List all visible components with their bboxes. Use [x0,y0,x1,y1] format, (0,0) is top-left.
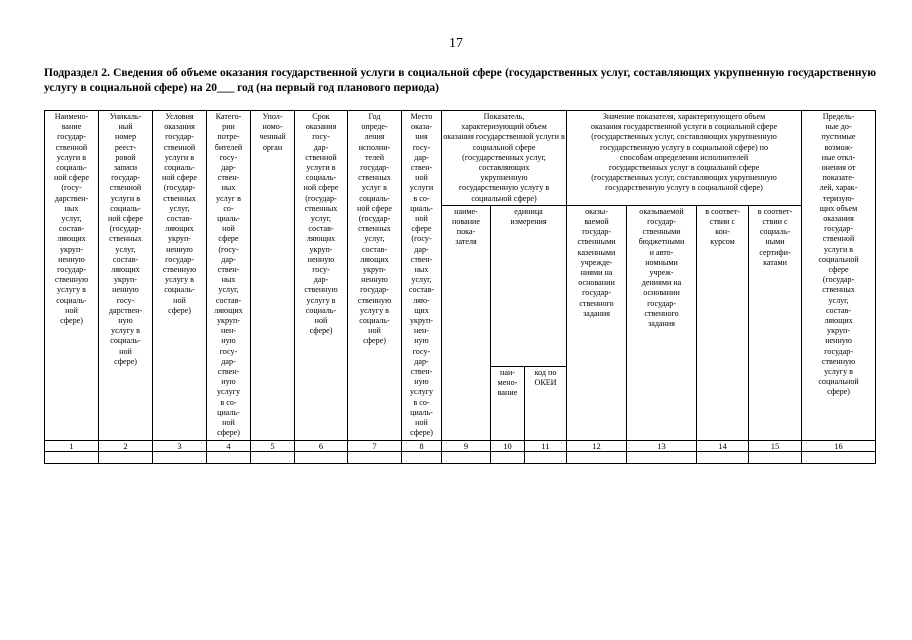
column-number: 7 [348,440,402,451]
header-value-group: Значение показателя, характеризующего объем оказания государственной услуги в социальной сфере (государственных услуг, составляющих укрупненную государственную услугу в социальной сфере) по способам определения исполнителей государственных услуг в социальной сфере (государственных услуг, составляющих укрупненную государственную услугу в социальной сфере) [567,111,802,206]
table-cell [567,451,627,463]
header-by-certificates: в соответ- ствии с социаль- ными сертифи- катами [749,205,802,440]
column-number: 11 [525,440,567,451]
column-number: 13 [627,440,697,451]
table-cell [348,451,402,463]
header-max-deviation: Предель- ные до- пустимые возмож- ные откл- онения от показате- лей, харак- теризую- щих объем оказания государ- ственной услуги в социальной сфере (государ- ственных услуг, состав- ляющих укруп- ненную государ- ственную услугу в социальной сфере) [802,111,876,441]
column-number: 4 [207,440,251,451]
section-heading: Подраздел 2. Сведения об объеме оказания государственной услуги в социальной сфере (государственных услуг, составляющих укрупненную государственную услугу в социальной сфере) на 20___ год (на первый год планового периода) [44,67,876,94]
header-unit-name: наи- мено- вание [491,366,525,440]
header-registry-number: Уникаль- ный номер реест- ровой записи государ- ственной услуги в социаль- ной сфере (государ- ственных услуг, состав- ляющих укруп- ненную госу- дарствен- ную услугу в социаль- ной сфере) [99,111,153,441]
page-number: 17 [449,36,463,51]
header-contractor-year: Год опреде- ления исполни- телей государ- ственных услуг в социаль- ной сфере (государ- ственных услуг, состав- ляющих укруп- ненную государ- ственную услугу в социаль- ной сфере) [348,111,402,441]
column-number: 15 [749,440,802,451]
column-number: 5 [251,440,295,451]
column-number: 6 [295,440,348,451]
header-indicator-name: наиме- нование пока- зателя [442,205,491,440]
table-cell [153,451,207,463]
empty-data-row [45,451,876,463]
table-cell [802,451,876,463]
header-service-term: Срок оказания госу- дар- ственной услуги в социаль- ной сфере (государ- ственных услуг, состав- ляющих укруп- ненную госу- дар- ственную услугу в социаль- ной сфере) [295,111,348,441]
table-cell [99,451,153,463]
header-row-1 [45,111,876,206]
table-cell [749,451,802,463]
header-service-name: Наимено- вание государ- ственной услуги в социаль- ной сфере (госу- дарствен- ных услуг, состав- ляющих укруп- ненную государ- ственную услугу в социаль- ной сфере) [45,111,99,441]
table-cell [697,451,749,463]
column-number: 8 [402,440,442,451]
column-number: 9 [442,440,491,451]
column-number: 1 [45,440,99,451]
table-cell [525,451,567,463]
table-cell [251,451,295,463]
header-state-treasury: оказы- ваемой государ- ственными казенными учрежде- ниями на основании государ- ственного задания [567,205,627,440]
header-authorized-body: Упол- номо- ченный орган [251,111,295,441]
header-by-contest: в соответ- ствии с кон- курсом [697,205,749,440]
header-service-place: Место оказа- ния госу- дар- ствен- ной услуги в со- циаль- ной сфере (госу- дар- ствен- ных услуг, состав- ляю- щих укруп- нен- ную госу- дар- ствен- ную услугу в со- циаль- ной сфере) [402,111,442,441]
volume-table [44,110,876,464]
table-cell [627,451,697,463]
column-number: 3 [153,440,207,451]
header-indicator-group: Показатель, характеризующий объем оказания государственной услуги в социальной сфере (государственных услуг, составляющих укрупненную государственную услугу в социальной сфере) [442,111,567,206]
header-consumer-categories: Катего- рии потре- бителей госу- дар- ствен- ных услуг в со- циаль- ной сфере (госу- дар- ствен- ных услуг, состав- ляющих укруп- нен- ную госу- дар- ствен- ную услугу в со- циаль- ной сфере) [207,111,251,441]
column-number: 14 [697,440,749,451]
table-cell [442,451,491,463]
header-unit-group: единица измерения [491,205,567,366]
table-cell [491,451,525,463]
header-okei-code: код по ОКЕИ [525,366,567,440]
column-number-row [45,440,876,451]
column-number: 10 [491,440,525,451]
header-budget-autonomous: оказываемой государ- ственными бюджетными и авто- номными учреж- дениями на основании государ- ственного задания [627,205,697,440]
table-cell [402,451,442,463]
header-service-conditions: Условия оказания государ- ственной услуги в социаль- ной сфере (государ- ственных услуг, состав- ляющих укруп- ненную государ- ственную услугу в социаль- ной сфере) [153,111,207,441]
column-number: 12 [567,440,627,451]
table-cell [295,451,348,463]
column-number: 2 [99,440,153,451]
table-cell [207,451,251,463]
table-cell [45,451,99,463]
column-number: 16 [802,440,876,451]
